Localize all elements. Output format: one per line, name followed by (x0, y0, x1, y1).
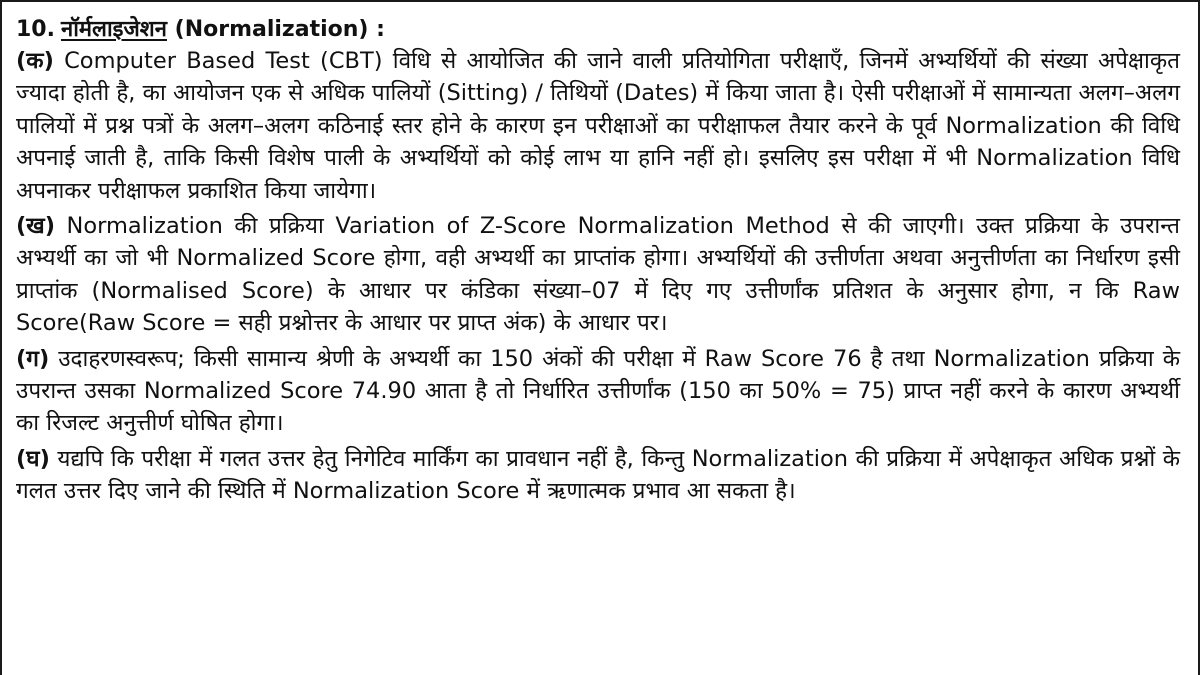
paragraph-ka (16, 45, 1180, 210)
paragraph-marker-gha: (घ) (16, 445, 50, 472)
paragraph-ga (16, 343, 1180, 443)
paragraph-kha (16, 210, 1180, 343)
paragraph-text-ga: उदाहरणस्वरूप; किसी सामान्य श्रेणी के अभ्यर्थी का 150 अंकों की परीक्षा में Raw Score 76 है तथा Normalization प्रक्रिया के उपरान्त उसका Normalized Score 74.90 आता है तो निर्धारित उत्तीर्णांक (150 का 50% = 75) प्राप्त नहीं करने के कारण अभ्यर्थी का रिजल्ट अनुत्तीर्ण घोषित होगा। (16, 345, 1180, 437)
paragraph-text-kha: Normalization की प्रक्रिया Variation of Z-Score Normalization Method से की जाएगी। उक्त प्रक्रिया के उपरान्त अभ्यर्थी का जो भी Normalized Score होगा, वही अभ्यर्थी का प्राप्तांक होगा। अभ्यर्थियों की उत्तीर्णता अथवा अनुत्तीर्णता का निर्धारण इसी प्राप्तांक (Normalised Score) के आधार पर कंडिका संख्या–07 में दिए गए उत्तीर्णांक प्रतिशत के अनुसार होगा, न कि Raw Score(Raw Score = सही प्रश्नोत्तर के आधार पर प्राप्त अंक) के आधार पर। (16, 213, 1180, 337)
section-number: 10. (16, 17, 55, 42)
section-title-hindi: नॉर्मलाइजेशन (60, 17, 167, 42)
paragraph-marker-kha: (ख) (16, 213, 55, 240)
paragraph-text-gha: यद्यपि कि परीक्षा में गलत उत्तर हेतु निगेटिव मार्किंग का प्रावधान नहीं है, किन्तु Normalization की प्रक्रिया में अपेक्षाकृत अधिक प्रश्नों के गलत उत्तर दिए जाने की स्थिति में Normalization Score में ऋणात्मक प्रभाव आ सकता है। (16, 445, 1180, 505)
paragraph-gha (16, 443, 1180, 511)
section-heading (16, 14, 1180, 46)
section-title-english: (Normalization) : (174, 17, 385, 42)
paragraph-marker-ga: (ग) (16, 345, 50, 372)
paragraph-marker-ka: (क) (16, 48, 54, 74)
paragraph-text-ka: Computer Based Test (CBT) विधि से आयोजित की जाने वाली प्रतियोगिता परीक्षाएँ, जिनमें अभ्यर्थियों की संख्या अपेक्षाकृत ज्यादा होती है, का आयोजन एक से अधिक पालियों (Sitting) / तिथियों (Dates) में किया जाता है। ऐसी परीक्षाओं में सामान्यता अलग–अलग पालियों में प्रश्न पत्रों के अलग–अलग कठिनाई स्तर होने के कारण इन परीक्षाओं का परीक्षाफल तैयार करने के पूर्व Normalization की विधि अपनाई जाती है, ताकि किसी विशेष पाली के अभ्यर्थियों को कोई लाभ या हानि नहीं हो। इसलिए इस परीक्षा में भी Normalization विधि अपनाकर परीक्षाफल प्रकाशित किया जायेगा। (16, 48, 1180, 204)
